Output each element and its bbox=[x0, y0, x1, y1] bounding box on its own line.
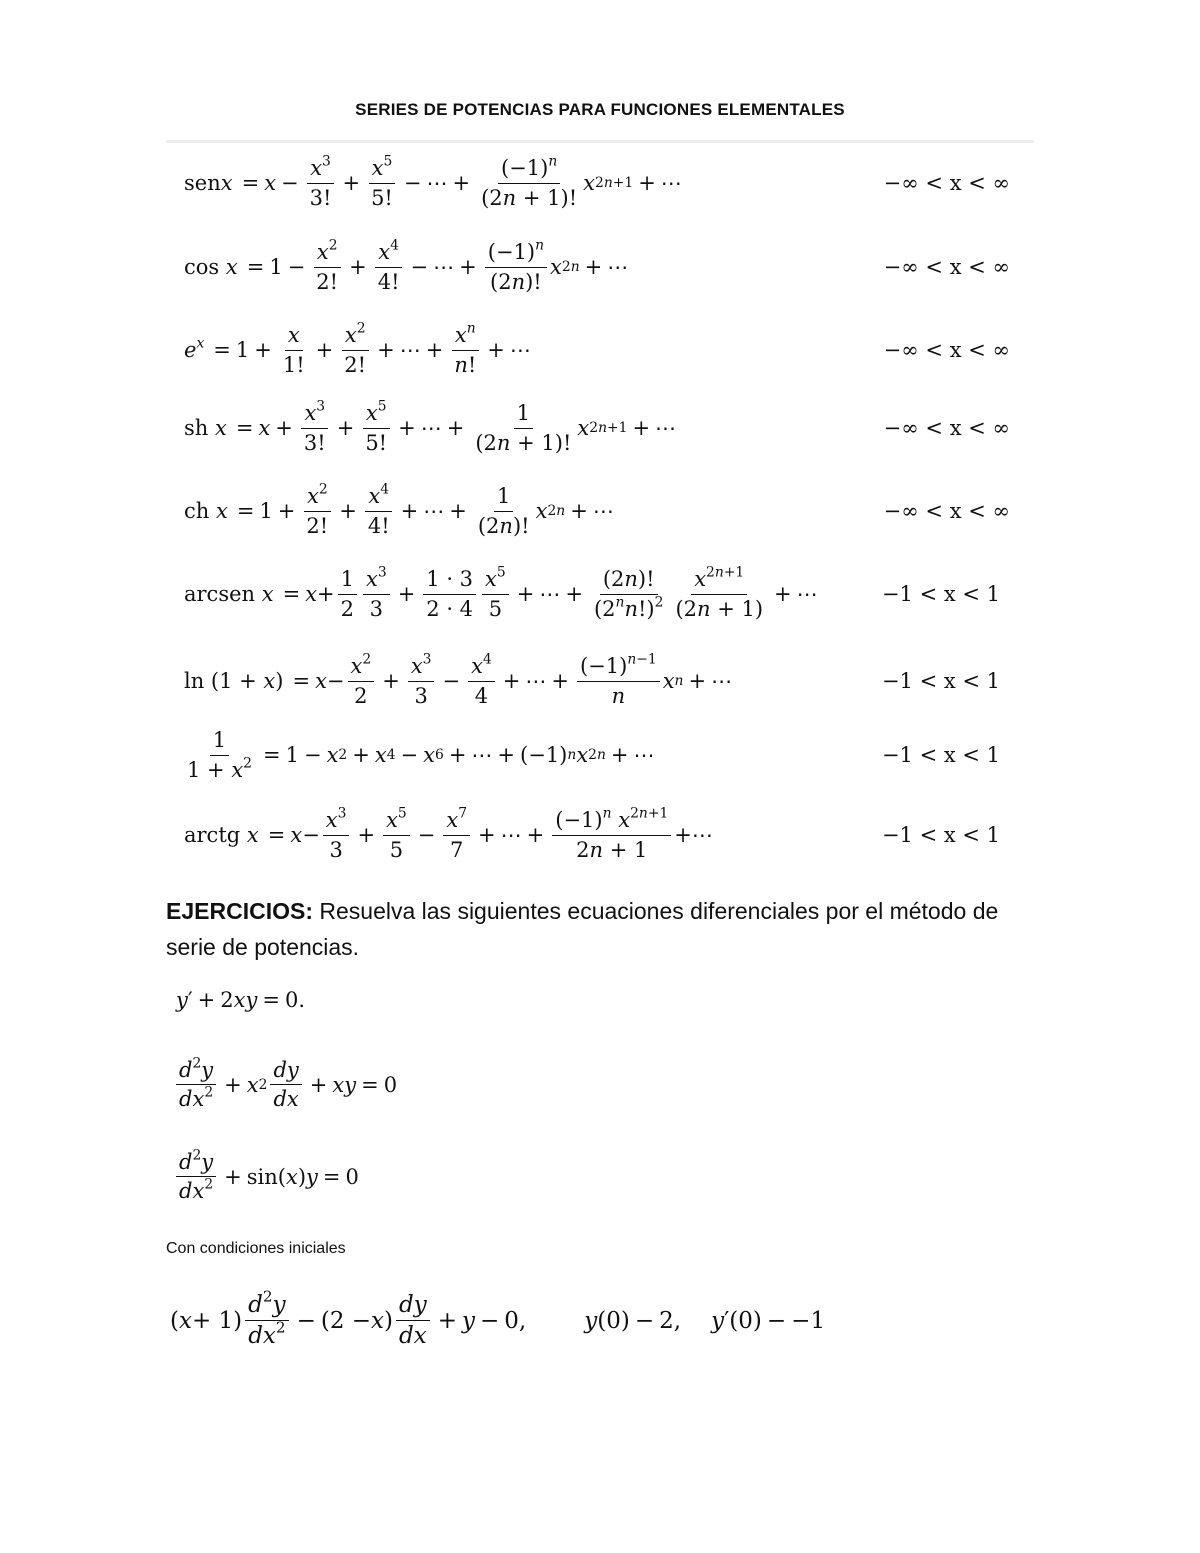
exercise-1: y ′ + 2 xy = 0. bbox=[176, 988, 306, 1012]
series-row-senx bbox=[184, 146, 1014, 220]
exercise-2: $\frac{d^2y}{dx^2}$ + x 2 $\frac{dy}{dx}$ + xy = 0 bbox=[176, 1058, 397, 1111]
title-divider bbox=[166, 140, 1034, 143]
series-range: −∞ < x < ∞ bbox=[883, 338, 1010, 362]
exercise-3: $\frac{d^2y}{dx^2}$ + sin( x ) y = 0 bbox=[176, 1150, 359, 1203]
exercise-4: ( x + 1) $\frac{d^2y}{dx^2}$ − (2 − x ) $\frac{dy}{dx}$ + y − 0, y (0) − 2, y ′(0) − −1 bbox=[170, 1287, 826, 1350]
series-formula-senx: senx = x − $\frac{x^3}{3!}$ + $\frac{x^5}{5!}$ − ⋯ + $\frac{(-1)^n}{(2n + 1)!}$ x 2n+1 + ⋯ bbox=[184, 153, 682, 210]
series-formula-arcsen: arcsen x = x + $\frac{1}{2}$ $\frac{x^3}{3}$ + $\frac{1 \cdot 3}{2 \cdot 4}$ $\frac{x^5}{5}$ + ⋯ + $\frac{(2n)!}{(2^nn!)^2}$ $\frac{x^{2n+1}}{(2n + 1)}$ + ⋯ bbox=[184, 564, 818, 621]
series-range: −1 < x < 1 bbox=[881, 669, 1000, 693]
series-row-geometric bbox=[184, 718, 1014, 792]
series-row-shx bbox=[184, 391, 1014, 465]
series-row-arctg bbox=[184, 798, 1014, 872]
series-range: −∞ < x < ∞ bbox=[883, 255, 1010, 279]
series-range: −1 < x < 1 bbox=[881, 582, 1000, 606]
exercises-instruction: Resuelva las siguientes ecuaciones diferenciales por el método de serie de potencias. bbox=[166, 898, 999, 960]
series-formula-arctg: arctg x = x − $\frac{x^3}{3}$ + $\frac{x^5}{5}$ − $\frac{x^7}{7}$ + ⋯ + $\frac{(-1)^n x^{2n+1}}{2n + 1}$ +⋯ bbox=[184, 805, 713, 862]
series-row-arcsen bbox=[184, 557, 1014, 631]
series-formula-cosx: cos x = 1 − $\frac{x^2}{2!}$ + $\frac{x^4}{4!}$ − ⋯ + $\frac{(-1)^n}{(2n)!}$ x 2n + ⋯ bbox=[184, 237, 629, 294]
exercises-heading bbox=[166, 893, 1046, 965]
series-row-chx bbox=[184, 474, 1014, 548]
series-row-ln bbox=[184, 644, 1014, 718]
series-formula-exp: $e^x$ = 1 + $\frac{x}{1!}$ + $\frac{x^2}{2!}$ + ⋯ + $\frac{x^n}{n!}$ + ⋯ bbox=[184, 320, 531, 377]
series-formula-geometric: $\frac{1}{1 + x^2}$ = 1 − x 2 + x 4 − x 6 + ⋯ + (−1) n x 2n + ⋯ bbox=[187, 728, 655, 782]
series-range: −1 < x < 1 bbox=[881, 743, 1000, 767]
series-formula-ln: ln (1 + x) = x − $\frac{x^2}{2}$ + $\frac{x^3}{3}$ − $\frac{x^4}{4}$ + ⋯ + $\frac{(-1)^{n-1}}{n}$ x n + ⋯ bbox=[184, 651, 733, 708]
series-range: −1 < x < 1 bbox=[881, 823, 1000, 847]
series-row-cosx bbox=[184, 230, 1014, 304]
initial-conditions-label: Con condiciones iniciales bbox=[166, 1240, 346, 1257]
exercises-label: EJERCICIOS: bbox=[166, 898, 313, 924]
series-formula-shx: sh x = x + $\frac{x^3}{3!}$ + $\frac{x^5}{5!}$ + ⋯ + $\frac{1}{(2n + 1)!}$ x 2n+1 + ⋯ bbox=[184, 398, 677, 455]
page-title: SERIES DE POTENCIAS PARA FUNCIONES ELEMENTALES bbox=[355, 100, 845, 119]
series-row-exp bbox=[184, 313, 1014, 387]
series-range: −∞ < x < ∞ bbox=[883, 416, 1010, 440]
series-range: −∞ < x < ∞ bbox=[883, 499, 1010, 523]
series-formula-chx: ch x = 1 + $\frac{x^2}{2!}$ + $\frac{x^4}{4!}$ + ⋯ + $\frac{1}{(2n)!}$ x 2n + ⋯ bbox=[184, 481, 614, 538]
series-range: −∞ < x < ∞ bbox=[883, 171, 1010, 195]
